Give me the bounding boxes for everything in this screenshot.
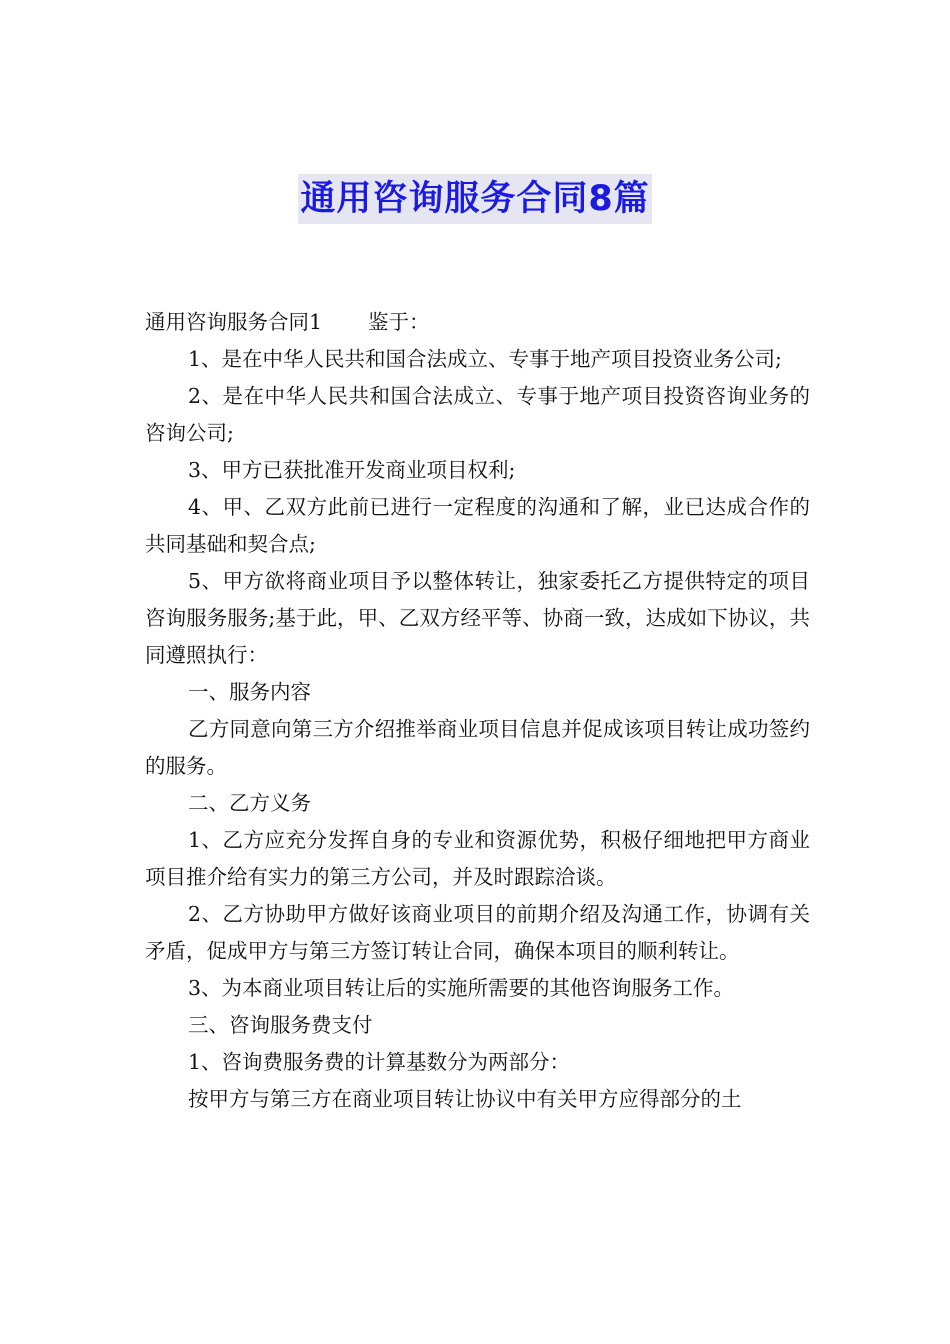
- intro-line: [145, 304, 810, 341]
- section-heading-1: 一、服务内容: [188, 680, 311, 704]
- paragraph-3: 3、甲方已获批准开发商业项目权利;: [188, 458, 516, 482]
- intro-label: 通用咨询服务合同1: [145, 310, 323, 334]
- section-heading-2: 二、乙方义务: [188, 791, 311, 815]
- intro-text: 鉴于：: [368, 310, 430, 334]
- paragraph-5: 5、甲方欲将商业项目予以整体转让，独家委托乙方提供特定的项目咨询服务服务;基于此，甲、乙双方经平等、协商一致，达成如下协议，共同遵照执行：: [145, 569, 810, 667]
- document-body: [145, 304, 810, 1118]
- paragraph-6: 乙方同意向第三方介绍推举商业项目信息并促成该项目转让成功签约的服务。: [145, 717, 810, 778]
- paragraph-11: 按甲方与第三方在商业项目转让协议中有关甲方应得部分的土: [188, 1087, 742, 1111]
- section-heading-3: 三、咨询服务费支付: [188, 1013, 373, 1037]
- paragraph-4: 4、甲、乙双方此前已进行一定程度的沟通和了解，业已达成合作的共同基础和契合点;: [145, 495, 810, 556]
- paragraph-1: 1、是在中华人民共和国合法成立、专事于地产项目投资业务公司;: [188, 347, 782, 371]
- paragraph-2: 2、是在中华人民共和国合法成立、专事于地产项目投资咨询业务的咨询公司;: [145, 384, 810, 445]
- paragraph-8: 2、乙方协助甲方做好该商业项目的前期介绍及沟通工作，协调有关矛盾，促成甲方与第三方签订转让合同，确保本项目的顺利转让。: [145, 902, 810, 963]
- paragraph-9: 3、为本商业项目转让后的实施所需要的其他咨询服务工作。: [188, 976, 735, 1000]
- title-container: [0, 174, 950, 224]
- paragraph-10: 1、咨询费服务费的计算基数分为两部分：: [188, 1050, 571, 1074]
- document-title: 通用咨询服务合同8篇: [298, 174, 651, 224]
- paragraph-7: 1、乙方应充分发挥自身的专业和资源优势，积极仔细地把甲方商业项目推介给有实力的第三方公司，并及时跟踪洽谈。: [145, 828, 810, 889]
